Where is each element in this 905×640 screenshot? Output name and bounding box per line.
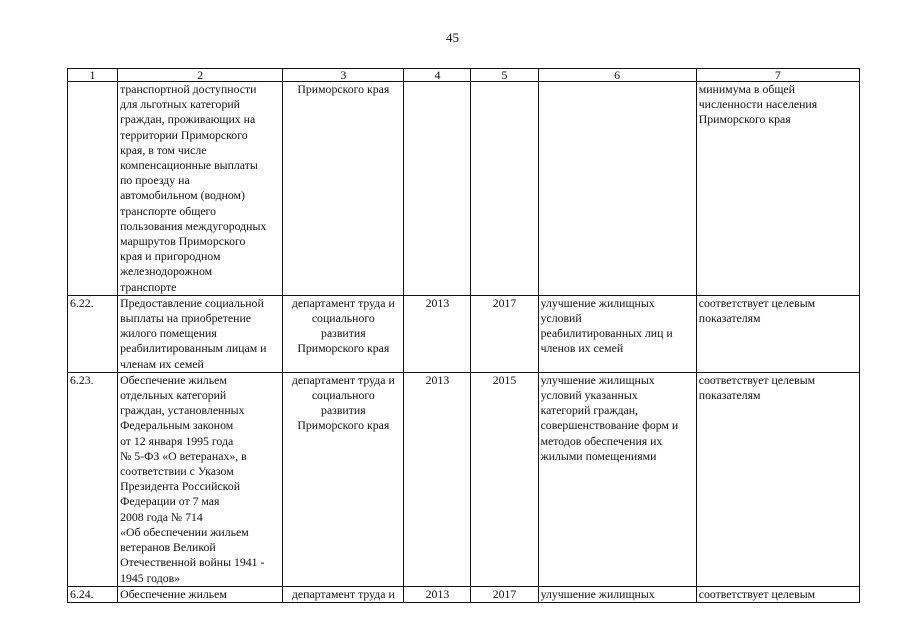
measure-relation: минимума в общей численности населения Приморского края (696, 82, 859, 296)
measure-start-year: 2013 (404, 295, 471, 372)
measure-executor: Приморского края (283, 82, 404, 296)
measure-relation: соответствует целевым показателям (696, 295, 859, 372)
column-header: 3 (283, 69, 404, 82)
measure-end-year (471, 82, 538, 296)
column-header: 7 (696, 69, 859, 82)
measure-start-year: 2013 (404, 372, 471, 586)
measure-executor: департамент труда и социального развития Приморского края (283, 295, 404, 372)
column-header: 5 (471, 69, 538, 82)
measure-relation: соответствует целевым показателям (696, 372, 859, 586)
measure-executor: департамент труда и социального развития Приморского края (283, 372, 404, 586)
measure-name: Обеспечение жильем отдельных категорий граждан, установленных Федеральным законом от 12 января 1995 года № 5-ФЗ «О ветеранах», в соответствии с Указом Президента Российской Федерации от 7 мая 2008 года № 714 «Об обеспечении жильем ветеранов Великой Отечественной войны 1941 - 1945 годов» (118, 372, 283, 586)
measure-number: 6.23. (68, 372, 118, 586)
measure-name: транспортной доступности для льготных категорий граждан, проживающих на территории Приморского края, в том числе компенсационные выплаты по проезду на автомобильном (водном) транспорте общего пользования междугородных маршрутов Приморского края и пригородном железнодорожном транспорте (118, 82, 283, 296)
measure-number: 6.22. (68, 295, 118, 372)
measure-end-year: 2017 (471, 586, 538, 602)
measure-end-year: 2017 (471, 295, 538, 372)
measure-result (538, 82, 696, 296)
measure-relation: соответствует целевым (696, 586, 859, 602)
column-header: 6 (538, 69, 696, 82)
measures-table (67, 68, 860, 603)
measure-end-year: 2015 (471, 372, 538, 586)
measure-number: 6.24. (68, 586, 118, 602)
table-row (68, 372, 860, 586)
column-header: 2 (118, 69, 283, 82)
measure-executor: департамент труда и (283, 586, 404, 602)
table-row (68, 295, 860, 372)
measure-result: улучшение жилищных (538, 586, 696, 602)
table-row (68, 586, 860, 602)
measure-name: Обеспечение жильем (118, 586, 283, 602)
measure-number (68, 82, 118, 296)
measure-start-year (404, 82, 471, 296)
column-header: 1 (68, 69, 118, 82)
table-header-row (68, 69, 860, 82)
table-row (68, 82, 860, 296)
measure-result: улучшение жилищных условий указанных категорий граждан, совершенствование форм и методов обеспечения их жилыми помещениями (538, 372, 696, 586)
column-header: 4 (404, 69, 471, 82)
measure-start-year: 2013 (404, 586, 471, 602)
measure-result: улучшение жилищных условий реабилитированных лиц и членов их семей (538, 295, 696, 372)
page-number: 45 (446, 30, 459, 45)
measure-name: Предоставление социальной выплаты на приобретение жилого помещения реабилитированным лицам и членам их семей (118, 295, 283, 372)
